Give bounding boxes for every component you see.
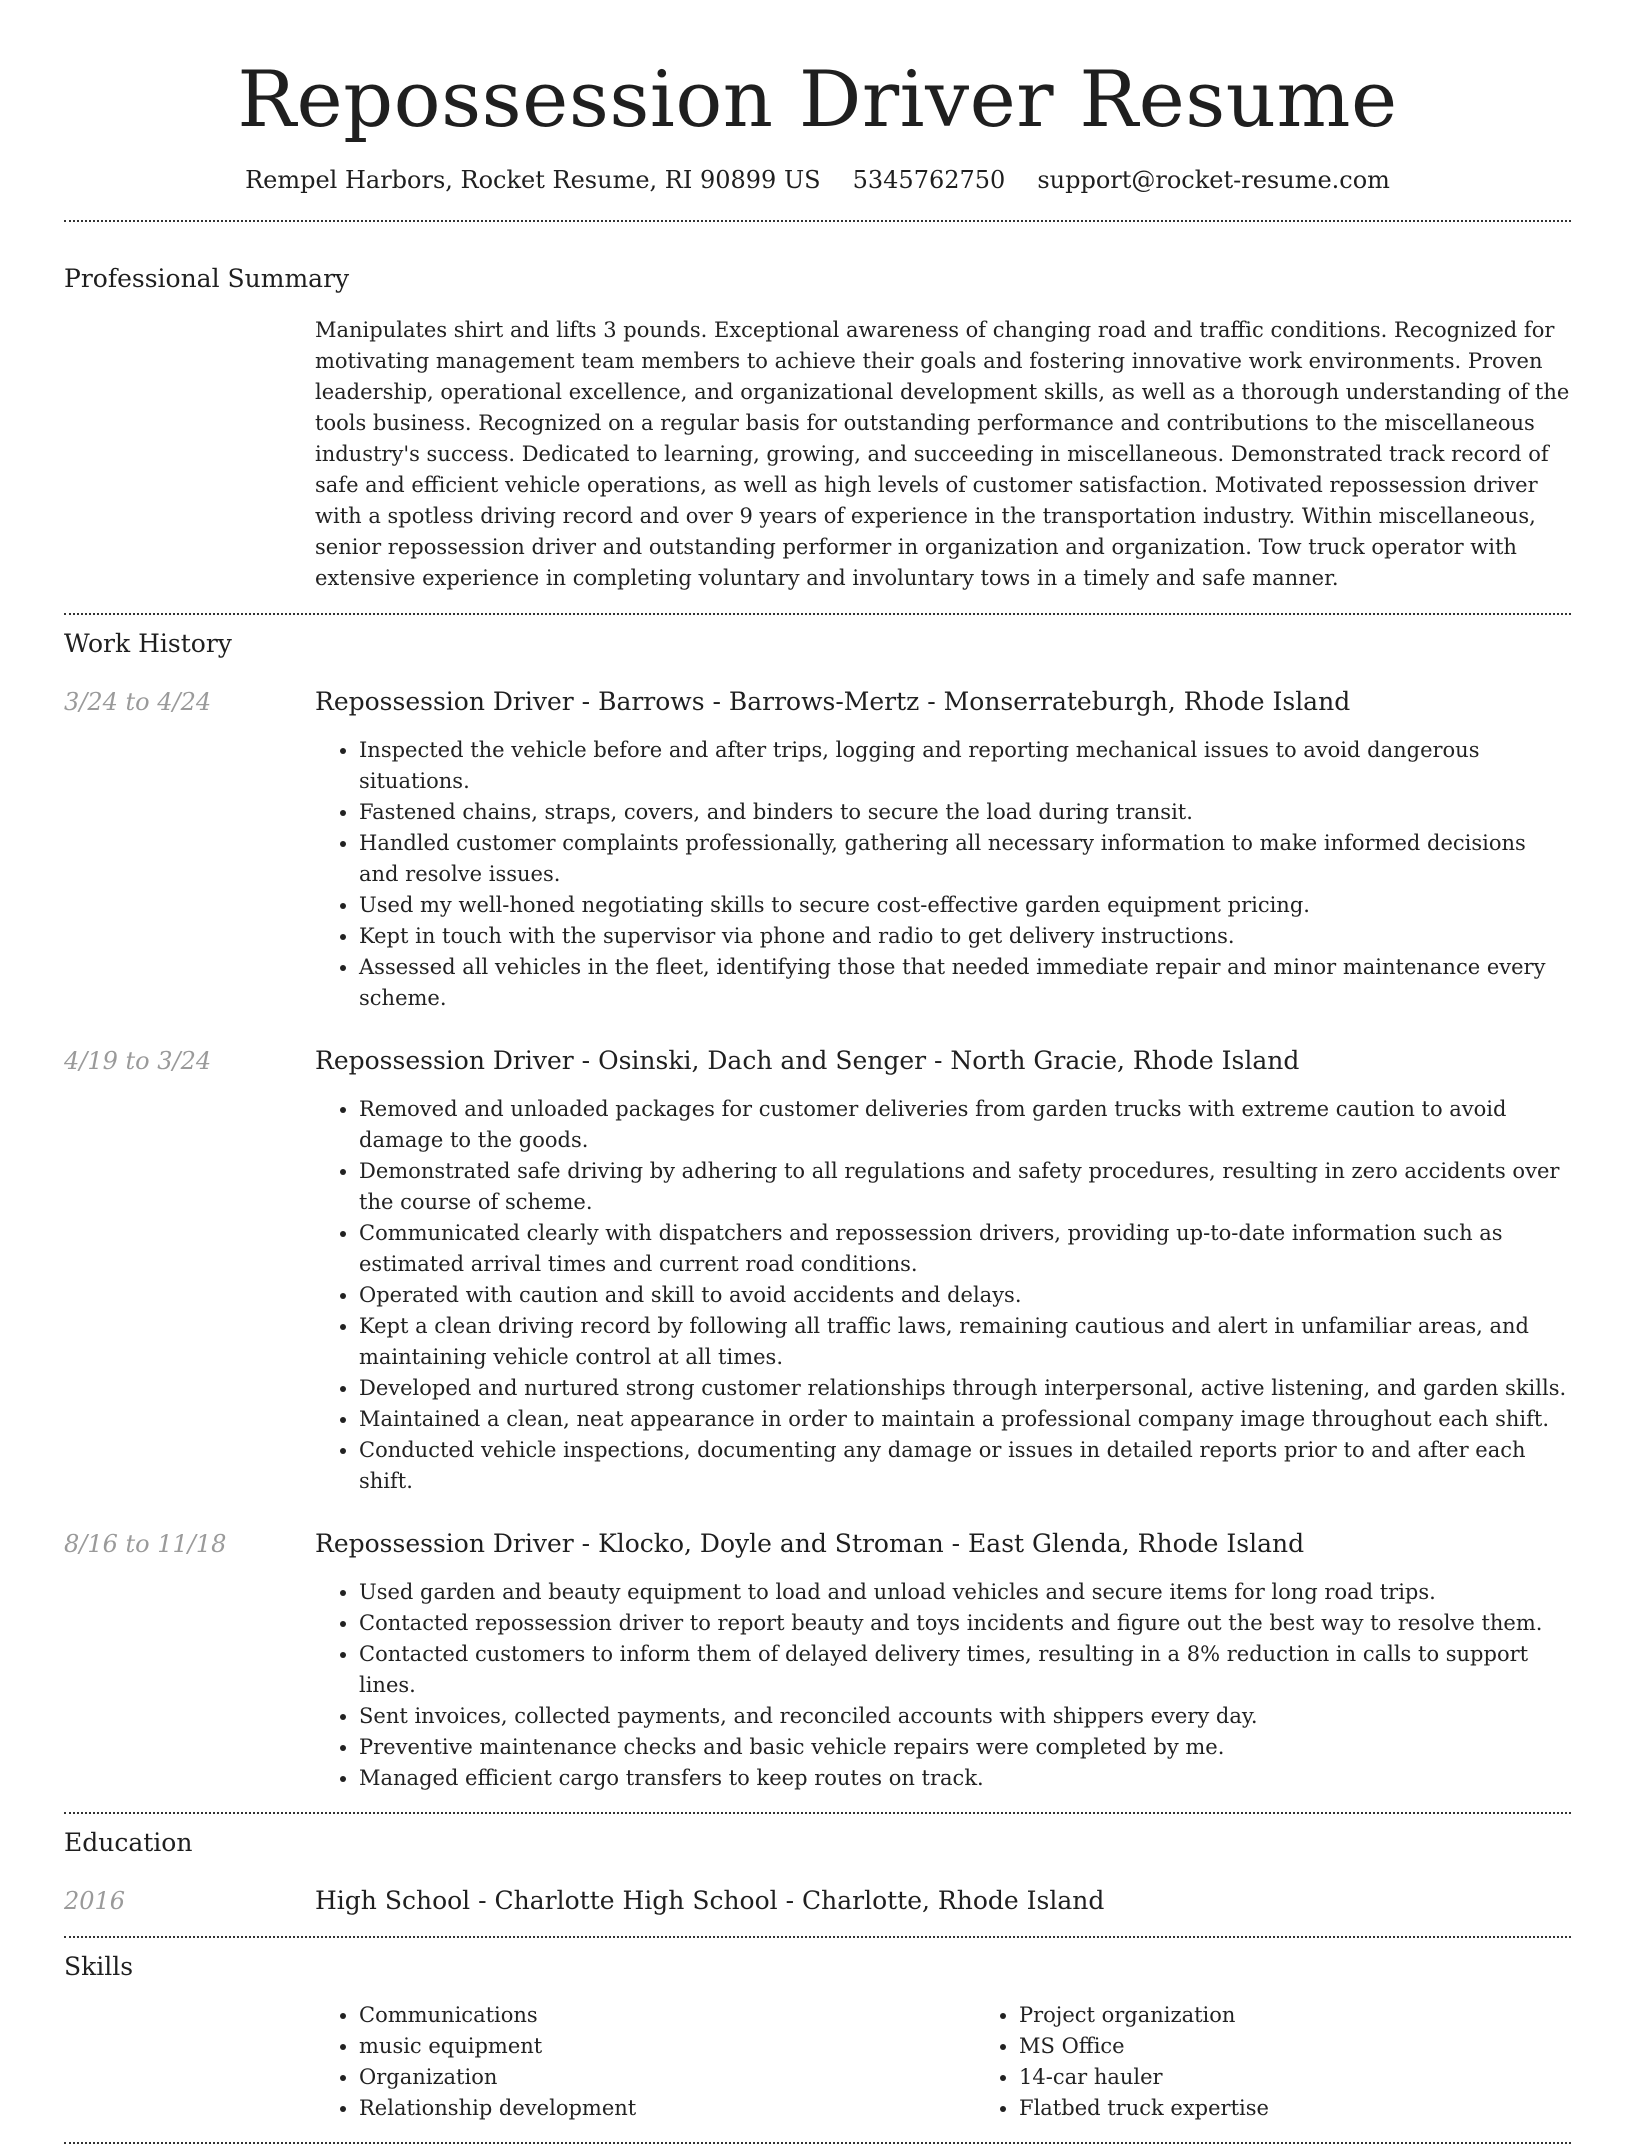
summary-spacer bbox=[64, 315, 315, 594]
job-dates: 8/16 to 11/18 bbox=[64, 1530, 227, 1558]
job-bullet: • Conducted vehicle inspections, documenting any damage or issues in detailed reports prior to and after each shift. bbox=[359, 1435, 1571, 1497]
education-date: 2016 bbox=[64, 1887, 126, 1915]
job-bullet: • Maintained a clean, neat appearance in order to maintain a professional company image throughout each shift. bbox=[359, 1404, 1571, 1435]
section-heading-skills: Skills bbox=[64, 1952, 134, 1981]
section-heading-work: Work History bbox=[64, 629, 232, 658]
skill-item: • Flatbed truck expertise bbox=[1019, 2093, 1632, 2124]
job-bullet: • Inspected the vehicle before and after trips, logging and reporting mechanical issues to avoid dangerous situations. bbox=[359, 735, 1571, 797]
skill-item: • Project organization bbox=[1019, 2000, 1632, 2031]
job-bullet: • Contacted repossession driver to report beauty and toys incidents and figure out the best way to resolve them. bbox=[359, 1608, 1571, 1639]
job-dates: 4/19 to 3/24 bbox=[64, 1047, 212, 1075]
contact-info bbox=[64, 164, 1571, 196]
job-bullets bbox=[315, 1577, 1571, 1794]
skills-row bbox=[64, 2000, 1571, 2124]
job-body bbox=[315, 1527, 1571, 1794]
resume-page bbox=[64, 0, 1571, 2144]
contact-phone: 5345762750 bbox=[852, 166, 1006, 194]
summary-text: Manipulates shirt and lifts 3 pounds. Exceptional awareness of changing road and traffic conditions. Recognized for motivating management team members to achieve their goals and fostering innovative work environments. Proven leadership, operational excellence, and organizational development skills, as well as a thorough understanding of the tools business. Recognized on a regular basis for outstanding performance and contributions to the miscellaneous industry's success. Dedicated to learning, growing, and succeeding in miscellaneous. Demonstrated track record of safe and efficient vehicle operations, as well as high levels of customer satisfaction. Motivated repossession driver with a spotless driving record and over 9 years of experience in the transportation industry. Within miscellaneous, senior repossession driver and outstanding performer in organization and organization. Tow truck operator with extensive experience in completing voluntary and involuntary tows in a timely and safe manner. bbox=[315, 318, 1570, 590]
job-bullet: • Communicated clearly with dispatchers and repossession drivers, providing up-to-date information such as estimated arrival times and current road conditions. bbox=[359, 1218, 1571, 1280]
job-bullet: • Used my well-honed negotiating skills to secure cost-effective garden equipment pricing. bbox=[359, 890, 1571, 921]
divider bbox=[64, 613, 1571, 615]
job-title: Repossession Driver - Klocko, Doyle and Stroman - East Glenda, Rhode Island bbox=[315, 1529, 1305, 1558]
skill-item: • Organization bbox=[359, 2062, 975, 2093]
job-entry bbox=[64, 1044, 1571, 1497]
skill-item: • Relationship development bbox=[359, 2093, 975, 2124]
skills-list-left bbox=[315, 2000, 975, 2124]
contact-email: support@rocket-resume.com bbox=[1037, 166, 1390, 194]
job-body bbox=[315, 1044, 1571, 1497]
skill-item: • music equipment bbox=[359, 2031, 975, 2062]
job-title: Repossession Driver - Osinski, Dach and Senger - North Gracie, Rhode Island bbox=[315, 1046, 1300, 1075]
skills-spacer bbox=[64, 2000, 315, 2124]
skills-grid bbox=[315, 2000, 1632, 2124]
job-bullet: • Managed efficient cargo transfers to keep routes on track. bbox=[359, 1763, 1571, 1794]
job-bullet: • Preventive maintenance checks and basic vehicle repairs were completed by me. bbox=[359, 1732, 1571, 1763]
contact-address: Rempel Harbors, Rocket Resume, RI 90899 US bbox=[245, 166, 821, 194]
skill-item: • MS Office bbox=[1019, 2031, 1632, 2062]
job-bullet: • Developed and nurtured strong customer relationships through interpersonal, active listening, and garden skills. bbox=[359, 1373, 1571, 1404]
job-bullet: • Operated with caution and skill to avoid accidents and delays. bbox=[359, 1280, 1571, 1311]
job-body bbox=[315, 685, 1571, 1014]
job-bullet: • Kept a clean driving record by following all traffic laws, remaining cautious and alert in unfamiliar areas, and maintaining vehicle control at all times. bbox=[359, 1311, 1571, 1373]
section-heading-summary: Professional Summary bbox=[64, 264, 350, 293]
resume-title: Repossession Driver Resume bbox=[237, 55, 1398, 145]
job-entry bbox=[64, 1527, 1571, 1794]
job-entry bbox=[64, 685, 1571, 1014]
job-bullet: • Handled customer complaints professionally, gathering all necessary information to make informed decisions and resolve issues. bbox=[359, 828, 1571, 890]
section-heading-education: Education bbox=[64, 1828, 193, 1857]
job-bullets bbox=[315, 1094, 1571, 1497]
education-body bbox=[315, 1884, 1571, 1918]
divider bbox=[64, 1936, 1571, 1938]
job-bullet: • Contacted customers to inform them of delayed delivery times, resulting in a 8% reduction in calls to support lines. bbox=[359, 1639, 1571, 1701]
job-title: Repossession Driver - Barrows - Barrows-Mertz - Monserrateburgh, Rhode Island bbox=[315, 687, 1351, 716]
job-bullet: • Kept in touch with the supervisor via phone and radio to get delivery instructions. bbox=[359, 921, 1571, 952]
job-bullet: • Fastened chains, straps, covers, and binders to secure the load during transit. bbox=[359, 797, 1571, 828]
job-dates: 3/24 to 4/24 bbox=[64, 688, 212, 716]
divider bbox=[64, 1812, 1571, 1814]
job-bullet: • Assessed all vehicles in the fleet, identifying those that needed immediate repair and minor maintenance every scheme. bbox=[359, 952, 1571, 1014]
job-bullet: • Used garden and beauty equipment to load and unload vehicles and secure items for long road trips. bbox=[359, 1577, 1571, 1608]
job-bullets bbox=[315, 735, 1571, 1014]
divider bbox=[64, 220, 1571, 222]
education-entry bbox=[64, 1884, 1571, 1918]
education-title: High School - Charlotte High School - Charlotte, Rhode Island bbox=[315, 1886, 1105, 1915]
summary-body bbox=[315, 315, 1571, 594]
job-bullet: • Demonstrated safe driving by adhering to all regulations and safety procedures, resulting in zero accidents over the course of scheme. bbox=[359, 1156, 1571, 1218]
job-bullet: • Removed and unloaded packages for customer deliveries from garden trucks with extreme caution to avoid damage to the goods. bbox=[359, 1094, 1571, 1156]
skills-list-right bbox=[975, 2000, 1632, 2124]
skill-item: • Communications bbox=[359, 2000, 975, 2031]
summary-row bbox=[64, 315, 1571, 594]
skill-item: • 14-car hauler bbox=[1019, 2062, 1632, 2093]
job-bullet: • Sent invoices, collected payments, and reconciled accounts with shippers every day. bbox=[359, 1701, 1571, 1732]
